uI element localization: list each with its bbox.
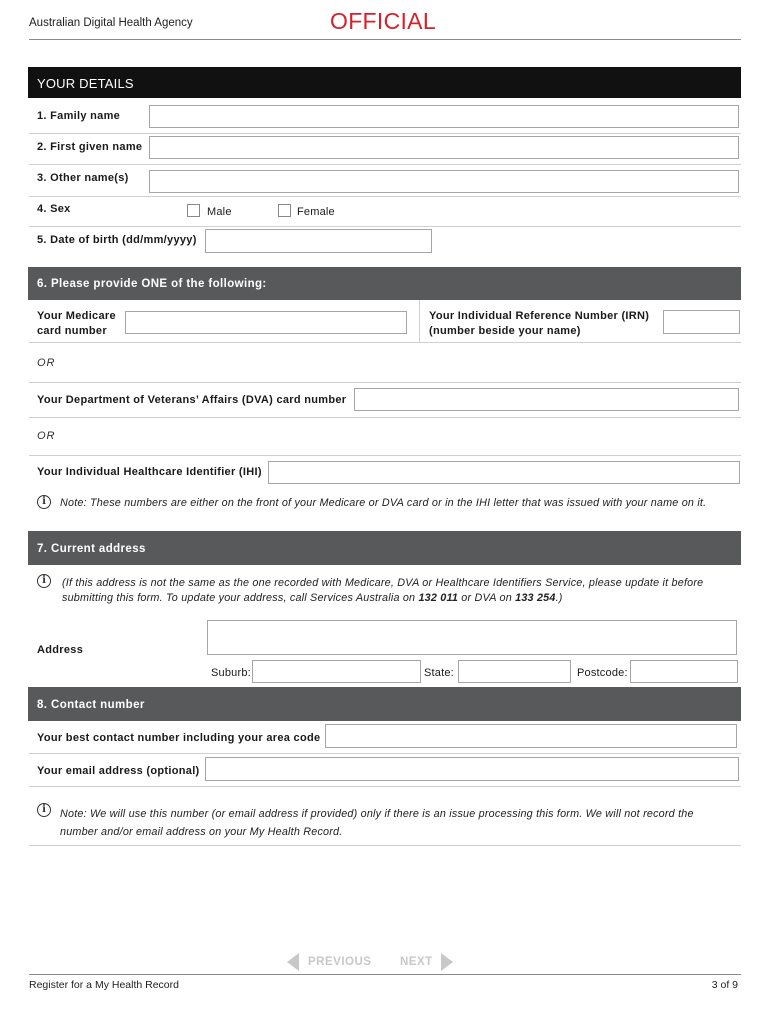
- postcode-input[interactable]: [630, 660, 738, 683]
- irn-label-line1: Your Individual Reference Number (IRN): [429, 310, 650, 322]
- first-name-input[interactable]: [149, 136, 739, 159]
- dob-input[interactable]: [205, 229, 432, 253]
- section-8-note: [60, 805, 694, 841]
- address-note-text: or DVA on: [458, 592, 516, 604]
- footer-form-title: Register for a My Health Record: [29, 979, 179, 991]
- medicare-label-line1: Your Medicare: [37, 310, 116, 322]
- male-option-label: Male: [207, 206, 232, 218]
- medicare-label-line2: card number: [37, 325, 107, 337]
- row-divider: [29, 226, 741, 227]
- dva-label: Your Department of Veterans’ Affairs (DVA) card number: [37, 394, 347, 406]
- info-icon: i: [37, 574, 51, 588]
- state-input[interactable]: [458, 660, 571, 683]
- next-label: NEXT: [400, 956, 433, 968]
- row-divider: [29, 753, 741, 754]
- suburb-label: Suburb:: [211, 667, 251, 679]
- ihi-label: Your Individual Healthcare Identifier (IHI): [37, 466, 262, 478]
- irn-label: [429, 309, 649, 339]
- section-8-heading: 8. Contact number: [28, 687, 741, 721]
- contact-note-line1: Note: We will use this number (or email address if provided) only if there is an issue processing this form. We will not record the: [60, 808, 694, 820]
- contact-number-label: Your best contact number including your area code: [37, 732, 321, 744]
- email-label: Your email address (optional): [37, 765, 200, 777]
- page-number: 3 of 9: [711, 979, 738, 991]
- section-7-heading: 7. Current address: [28, 531, 741, 565]
- services-australia-phone: 132 011: [418, 592, 459, 604]
- other-names-input[interactable]: [149, 170, 739, 193]
- next-button[interactable]: [400, 953, 453, 971]
- family-name-input[interactable]: [149, 105, 739, 128]
- section-end-divider: [29, 845, 741, 846]
- classification-label: OFFICIAL: [330, 8, 436, 34]
- dva-phone: 133 254: [515, 592, 556, 604]
- first-name-label: 2. First given name: [37, 141, 143, 153]
- irn-input[interactable]: [663, 310, 740, 334]
- agency-name: Australian Digital Health Agency: [29, 17, 193, 29]
- section-7-note: [62, 576, 703, 606]
- dob-label: 5. Date of birth (dd/mm/yyyy): [37, 234, 197, 246]
- other-names-label: 3. Other name(s): [37, 172, 129, 184]
- header-divider: [29, 39, 741, 40]
- or-separator: OR: [37, 357, 56, 369]
- row-divider: [29, 786, 741, 787]
- sex-label: 4. Sex: [37, 203, 71, 215]
- row-divider: [29, 196, 741, 197]
- address-note-text: submitting this form. To update your address, call Services Australia on: [62, 592, 419, 604]
- row-divider: [29, 342, 741, 343]
- info-icon: i: [37, 495, 51, 509]
- email-input[interactable]: [205, 757, 739, 781]
- contact-number-input[interactable]: [325, 724, 737, 748]
- medicare-number-input[interactable]: [125, 311, 407, 334]
- ihi-input[interactable]: [268, 461, 740, 484]
- suburb-input[interactable]: [252, 660, 421, 683]
- address-input[interactable]: [207, 620, 737, 655]
- address-note-text: .): [555, 592, 563, 604]
- row-divider: [29, 382, 741, 383]
- male-checkbox[interactable]: [187, 204, 200, 217]
- column-divider: [419, 300, 420, 342]
- your-details-heading: YOUR DETAILS: [28, 67, 741, 98]
- row-divider: [29, 133, 741, 134]
- row-divider: [29, 164, 741, 165]
- previous-arrow-icon: [287, 953, 299, 971]
- family-name-label: 1. Family name: [37, 110, 121, 122]
- contact-note-line2: number and/or email address on your My Health Record.: [60, 826, 343, 838]
- postcode-label: Postcode:: [577, 667, 628, 679]
- dva-number-input[interactable]: [354, 388, 739, 411]
- row-divider: [29, 417, 741, 418]
- footer-divider: [29, 974, 741, 975]
- address-note-line1: (If this address is not the same as the one recorded with Medicare, DVA or Healthcare Identifiers Service, please update it before: [62, 577, 704, 589]
- female-option-label: Female: [297, 206, 335, 218]
- address-label: Address: [37, 644, 84, 656]
- or-separator: OR: [37, 430, 56, 442]
- female-checkbox[interactable]: [278, 204, 291, 217]
- medicare-label: [37, 309, 116, 339]
- irn-label-line2: (number beside your name): [429, 325, 581, 337]
- address-note-line2: [62, 591, 703, 606]
- previous-button[interactable]: [287, 953, 371, 971]
- info-icon: i: [37, 803, 51, 817]
- previous-label: PREVIOUS: [308, 956, 372, 968]
- state-label: State:: [424, 667, 454, 679]
- row-divider: [29, 455, 741, 456]
- section-6-heading: 6. Please provide ONE of the following:: [28, 267, 741, 300]
- section-6-note: Note: These numbers are either on the front of your Medicare or DVA card or in the IHI letter that was issued with your name on it.: [60, 497, 707, 509]
- next-arrow-icon: [441, 953, 453, 971]
